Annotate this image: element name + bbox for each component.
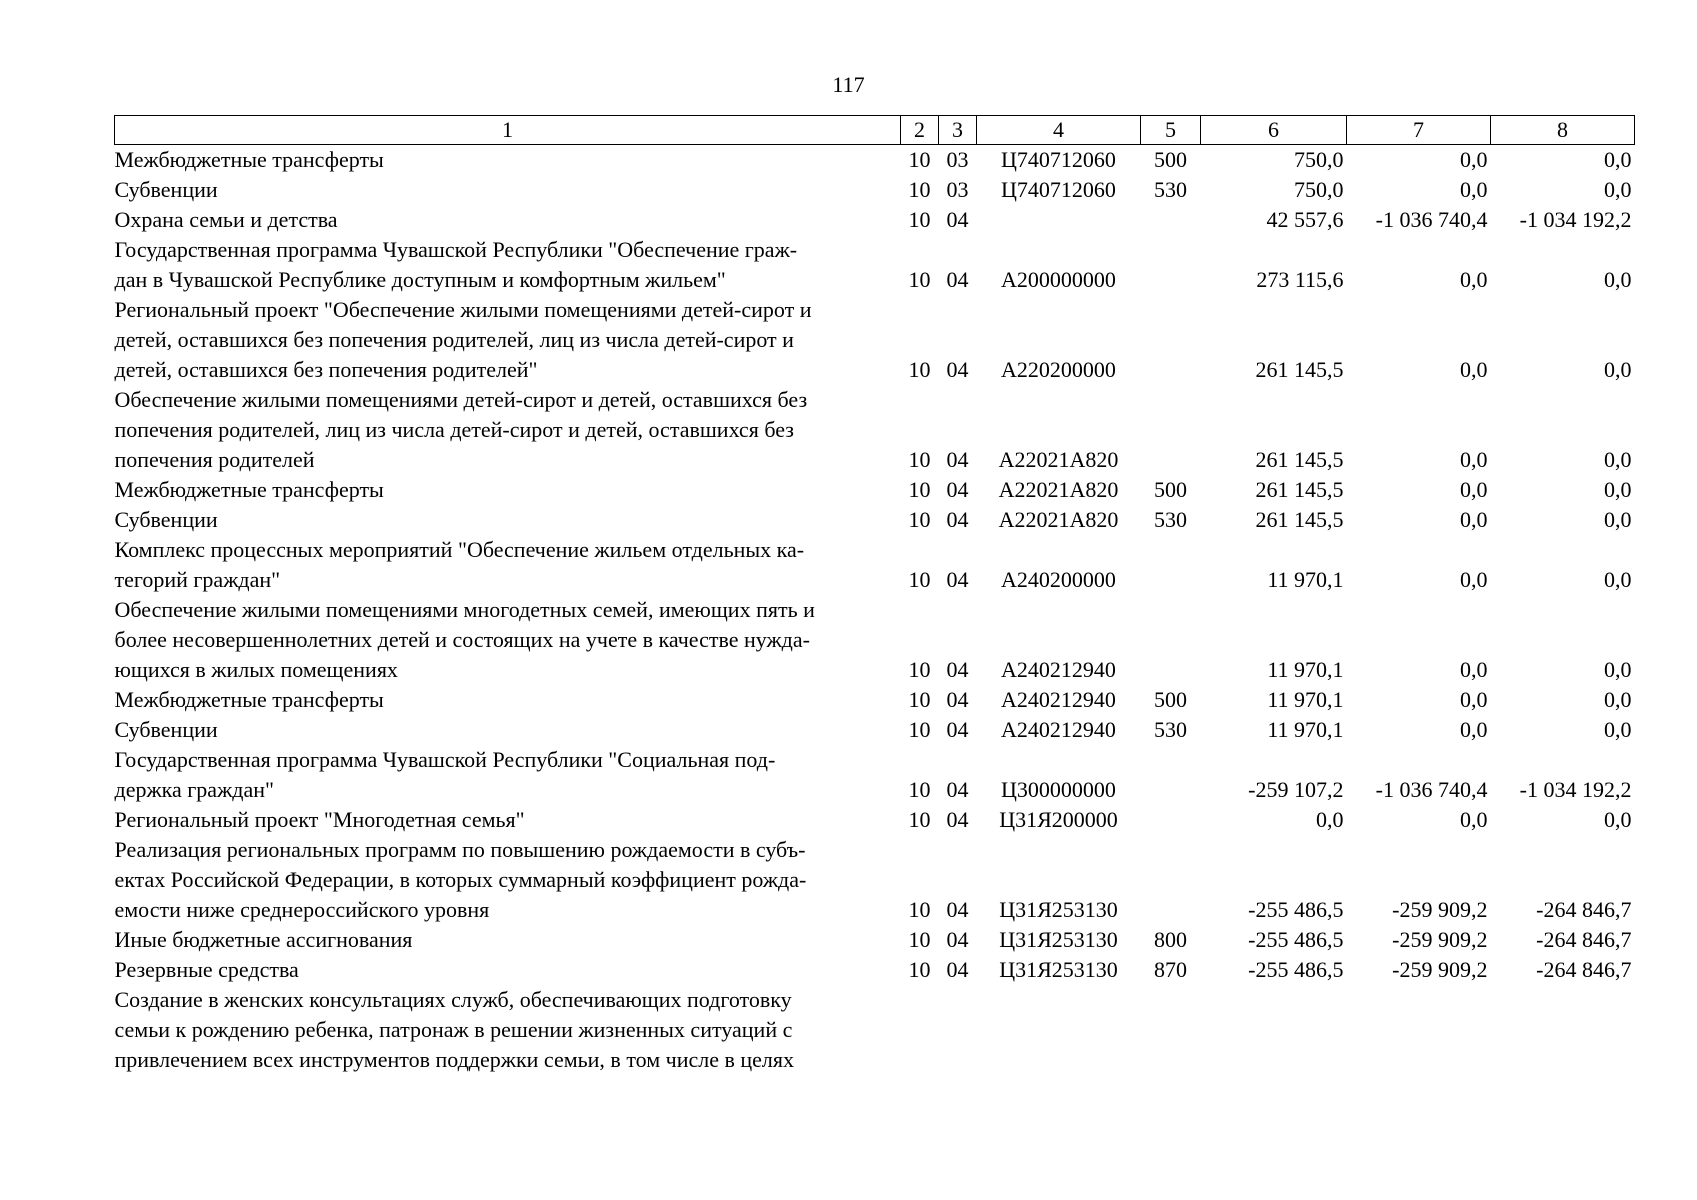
description-line: Иные бюджетные ассигнования <box>114 927 413 952</box>
row-description <box>115 595 901 685</box>
row-section: 10 <box>908 477 931 502</box>
row-description <box>115 985 901 1075</box>
row-expense-type <box>1141 985 1201 1075</box>
row-section: 10 <box>908 147 931 172</box>
row-amount-col6: 11 970,1 <box>1267 567 1344 592</box>
row-section: 10 <box>908 657 931 682</box>
table-row <box>115 475 1635 505</box>
row-subsection: 04 <box>946 927 969 952</box>
row-amount-col7: 0,0 <box>1460 567 1488 592</box>
row-section: 10 <box>908 567 931 592</box>
row-description <box>115 295 901 385</box>
row-amount-col6: 42 557,6 <box>1266 207 1344 232</box>
row-subsection: 03 <box>946 147 969 172</box>
table-row <box>115 745 1635 805</box>
row-subsection: 04 <box>946 567 969 592</box>
table-row <box>115 535 1635 595</box>
row-target-code: Ц31Я200000 <box>999 807 1118 832</box>
row-section: 10 <box>908 207 931 232</box>
row-expense-type <box>1141 595 1201 685</box>
description-line: ющихся в жилых помещениях <box>114 657 398 682</box>
row-expense-type <box>1141 835 1201 925</box>
row-expense-type: 500 <box>1154 687 1187 712</box>
row-expense-type: 530 <box>1154 507 1187 532</box>
row-subsection: 04 <box>946 777 969 802</box>
row-expense-type <box>1141 205 1201 235</box>
row-description <box>115 235 901 295</box>
row-target-code: А240212940 <box>1001 657 1116 682</box>
table-row <box>115 505 1635 535</box>
row-amount-col7: 0,0 <box>1460 147 1488 172</box>
row-amount-col7: -1 036 740,4 <box>1375 207 1488 232</box>
row-target-code <box>977 985 1141 1075</box>
row-expense-type: 870 <box>1154 957 1187 982</box>
row-amount-col8: 0,0 <box>1604 807 1632 832</box>
row-section <box>901 985 939 1075</box>
row-section: 10 <box>908 267 931 292</box>
description-line: Реализация региональных программ по повышению рождаемости в субъ- <box>114 837 806 862</box>
row-subsection: 04 <box>946 357 969 382</box>
row-amount-col7: -259 909,2 <box>1392 927 1488 952</box>
row-description <box>115 205 901 235</box>
row-amount-col7: 0,0 <box>1460 267 1488 292</box>
row-amount-col7: 0,0 <box>1460 507 1488 532</box>
row-section: 10 <box>908 897 931 922</box>
description-line: привлечением всех инструментов поддержки семьи, в том числе в целях <box>114 1047 795 1072</box>
description-line: попечения родителей, лиц из числа детей-сирот и детей, оставшихся без <box>114 417 794 442</box>
row-section: 10 <box>908 357 931 382</box>
table-row <box>115 955 1635 985</box>
row-target-code: А200000000 <box>1001 267 1116 292</box>
row-amount-col6: 11 970,1 <box>1267 687 1344 712</box>
row-section: 10 <box>908 447 931 472</box>
row-expense-type <box>1141 805 1201 835</box>
row-amount-col7: -1 036 740,4 <box>1375 777 1488 802</box>
description-line: Межбюджетные трансферты <box>114 147 384 172</box>
row-amount-col6: 261 145,5 <box>1255 447 1344 472</box>
description-line: ектах Российской Федерации, в которых суммарный коэффициент рожда- <box>114 867 807 892</box>
row-amount-col6: 11 970,1 <box>1267 657 1344 682</box>
row-amount-col7: 0,0 <box>1460 447 1488 472</box>
header-cell-5: 5 <box>1141 116 1201 145</box>
row-section: 10 <box>908 777 931 802</box>
description-line: Региональный проект "Многодетная семья" <box>114 807 525 832</box>
row-amount-col8: 0,0 <box>1604 657 1632 682</box>
header-cell-3: 3 <box>939 116 977 145</box>
row-subsection: 04 <box>946 897 969 922</box>
row-expense-type: 530 <box>1154 177 1187 202</box>
row-amount-col8: 0,0 <box>1604 267 1632 292</box>
row-section: 10 <box>908 507 931 532</box>
row-section: 10 <box>908 927 931 952</box>
table-body <box>115 145 1635 1076</box>
description-line: Субвенции <box>114 507 218 532</box>
table-row <box>115 835 1635 925</box>
row-expense-type <box>1141 535 1201 595</box>
row-amount-col6 <box>1201 985 1347 1075</box>
row-amount-col7: 0,0 <box>1460 687 1488 712</box>
row-amount-col8: 0,0 <box>1604 177 1632 202</box>
description-line: попечения родителей <box>114 447 315 472</box>
row-amount-col7: 0,0 <box>1460 357 1488 382</box>
budget-table <box>114 115 1635 1075</box>
row-target-code: А220200000 <box>1001 357 1116 382</box>
row-amount-col8: -264 846,7 <box>1536 897 1632 922</box>
row-expense-type: 500 <box>1154 477 1187 502</box>
row-section: 10 <box>908 177 931 202</box>
row-amount-col8: -264 846,7 <box>1536 927 1632 952</box>
header-cell-8: 8 <box>1491 116 1635 145</box>
row-subsection: 04 <box>946 477 969 502</box>
row-description <box>115 745 901 805</box>
description-line: Субвенции <box>114 177 218 202</box>
row-amount-col6: -255 486,5 <box>1248 927 1344 952</box>
row-amount-col6: 261 145,5 <box>1255 507 1344 532</box>
row-amount-col7: 0,0 <box>1460 657 1488 682</box>
row-description <box>115 145 901 176</box>
row-amount-col6: 750,0 <box>1294 177 1344 202</box>
row-description <box>115 535 901 595</box>
row-amount-col8: 0,0 <box>1604 567 1632 592</box>
table-row <box>115 385 1635 475</box>
row-subsection: 04 <box>946 267 969 292</box>
row-target-code: Ц740712060 <box>1001 177 1116 202</box>
table-row <box>115 685 1635 715</box>
page-number: 117 <box>832 72 865 97</box>
row-amount-col7: -259 909,2 <box>1392 957 1488 982</box>
row-amount-col6: -255 486,5 <box>1248 957 1344 982</box>
table-row <box>115 205 1635 235</box>
description-line: Государственная программа Чувашской Республики "Обеспечение граж- <box>114 237 798 262</box>
row-expense-type <box>1141 385 1201 475</box>
header-cell-4: 4 <box>977 116 1141 145</box>
row-target-code: А240212940 <box>1001 717 1116 742</box>
description-line: детей, оставшихся без попечения родителей, лиц из числа детей-сирот и <box>114 327 794 352</box>
description-line: Обеспечение жилыми помещениями многодетных семей, имеющих пять и <box>114 597 815 622</box>
row-amount-col8: 0,0 <box>1604 447 1632 472</box>
row-description <box>115 505 901 535</box>
header-cell-2: 2 <box>901 116 939 145</box>
description-line: тегорий граждан" <box>114 567 281 592</box>
row-description <box>115 925 901 955</box>
row-amount-col7 <box>1347 985 1491 1075</box>
row-description <box>115 175 901 205</box>
row-expense-type <box>1141 295 1201 385</box>
row-subsection: 04 <box>946 207 969 232</box>
row-expense-type: 530 <box>1154 717 1187 742</box>
row-amount-col8: 0,0 <box>1604 147 1632 172</box>
description-line: детей, оставшихся без попечения родителей" <box>114 357 538 382</box>
row-expense-type <box>1141 745 1201 805</box>
row-amount-col8: -264 846,7 <box>1536 957 1632 982</box>
description-line: дан в Чувашской Республике доступным и комфортным жильем" <box>114 267 726 292</box>
row-section: 10 <box>908 807 931 832</box>
table-row <box>115 295 1635 385</box>
row-target-code: А240212940 <box>1001 687 1116 712</box>
header-cell-7: 7 <box>1347 116 1491 145</box>
row-expense-type <box>1141 235 1201 295</box>
row-amount-col8: -1 034 192,2 <box>1519 207 1632 232</box>
table-row <box>115 235 1635 295</box>
row-description <box>115 385 901 475</box>
row-description <box>115 475 901 505</box>
row-amount-col7: 0,0 <box>1460 177 1488 202</box>
table-row <box>115 715 1635 745</box>
row-amount-col6: -255 486,5 <box>1248 897 1344 922</box>
description-line: Комплекс процессных мероприятий "Обеспечение жильем отдельных ка- <box>114 537 805 562</box>
row-subsection: 04 <box>946 657 969 682</box>
row-amount-col8: 0,0 <box>1604 717 1632 742</box>
header-cell-1: 1 <box>115 116 901 145</box>
description-line: более несовершеннолетних детей и состоящих на учете в качестве нужда- <box>114 627 810 652</box>
row-description <box>115 835 901 925</box>
row-amount-col6: 261 145,5 <box>1255 357 1344 382</box>
row-section: 10 <box>908 717 931 742</box>
row-amount-col6: 750,0 <box>1294 147 1344 172</box>
row-amount-col8: 0,0 <box>1604 687 1632 712</box>
description-line: Государственная программа Чувашской Республики "Социальная под- <box>114 747 776 772</box>
row-amount-col8 <box>1491 985 1635 1075</box>
description-line: Межбюджетные трансферты <box>114 687 384 712</box>
row-amount-col7: 0,0 <box>1460 477 1488 502</box>
header-cell-6: 6 <box>1201 116 1347 145</box>
row-amount-col6: 261 145,5 <box>1255 477 1344 502</box>
description-line: Охрана семьи и детства <box>114 207 338 232</box>
row-amount-col6: 273 115,6 <box>1256 267 1344 292</box>
description-line: держка граждан" <box>114 777 274 802</box>
row-subsection: 04 <box>946 687 969 712</box>
row-amount-col7: 0,0 <box>1460 717 1488 742</box>
description-line: емости ниже среднероссийского уровня <box>114 897 490 922</box>
table-row <box>115 805 1635 835</box>
row-target-code: Ц740712060 <box>1001 147 1116 172</box>
row-subsection: 04 <box>946 507 969 532</box>
row-target-code: А22021А820 <box>998 507 1119 532</box>
description-line: Межбюджетные трансферты <box>114 477 384 502</box>
table-row <box>115 595 1635 685</box>
row-amount-col8: 0,0 <box>1604 477 1632 502</box>
row-target-code: Ц31Я253130 <box>999 897 1118 922</box>
row-subsection: 04 <box>946 717 969 742</box>
description-line: Субвенции <box>114 717 218 742</box>
row-expense-type: 500 <box>1154 147 1187 172</box>
row-section: 10 <box>908 687 931 712</box>
row-amount-col7: 0,0 <box>1460 807 1488 832</box>
row-target-code: Ц300000000 <box>1001 777 1116 802</box>
row-amount-col7: -259 909,2 <box>1392 897 1488 922</box>
table-row <box>115 145 1635 176</box>
row-amount-col6: 0,0 <box>1316 807 1344 832</box>
row-description <box>115 685 901 715</box>
row-subsection: 04 <box>946 957 969 982</box>
row-subsection: 04 <box>946 807 969 832</box>
row-subsection: 04 <box>946 447 969 472</box>
table-row <box>115 175 1635 205</box>
row-section: 10 <box>908 957 931 982</box>
description-line: Региональный проект "Обеспечение жилыми помещениями детей-сирот и <box>114 297 812 322</box>
row-amount-col6: 11 970,1 <box>1267 717 1344 742</box>
row-amount-col8: 0,0 <box>1604 507 1632 532</box>
description-line: Создание в женских консультациях служб, обеспечивающих подготовку <box>114 987 792 1012</box>
row-subsection <box>939 985 977 1075</box>
description-line: Обеспечение жилыми помещениями детей-сирот и детей, оставшихся без <box>114 387 808 412</box>
table-row <box>115 925 1635 955</box>
row-target-code: Ц31Я253130 <box>999 927 1118 952</box>
row-target-code: А22021А820 <box>998 447 1119 472</box>
row-expense-type: 800 <box>1154 927 1187 952</box>
row-amount-col8: -1 034 192,2 <box>1519 777 1632 802</box>
row-target-code: Ц31Я253130 <box>999 957 1118 982</box>
description-line: Резервные средства <box>114 957 299 982</box>
row-description <box>115 715 901 745</box>
row-description <box>115 955 901 985</box>
description-line: семьи к рождению ребенка, патронаж в решении жизненных ситуаций с <box>114 1017 793 1042</box>
row-target-code <box>977 205 1141 235</box>
row-subsection: 03 <box>946 177 969 202</box>
row-target-code: А22021А820 <box>998 477 1119 502</box>
row-description <box>115 805 901 835</box>
table-row <box>115 985 1635 1075</box>
row-target-code: А240200000 <box>1001 567 1116 592</box>
row-amount-col8: 0,0 <box>1604 357 1632 382</box>
header-row <box>115 116 1635 145</box>
row-amount-col6: -259 107,2 <box>1248 777 1344 802</box>
